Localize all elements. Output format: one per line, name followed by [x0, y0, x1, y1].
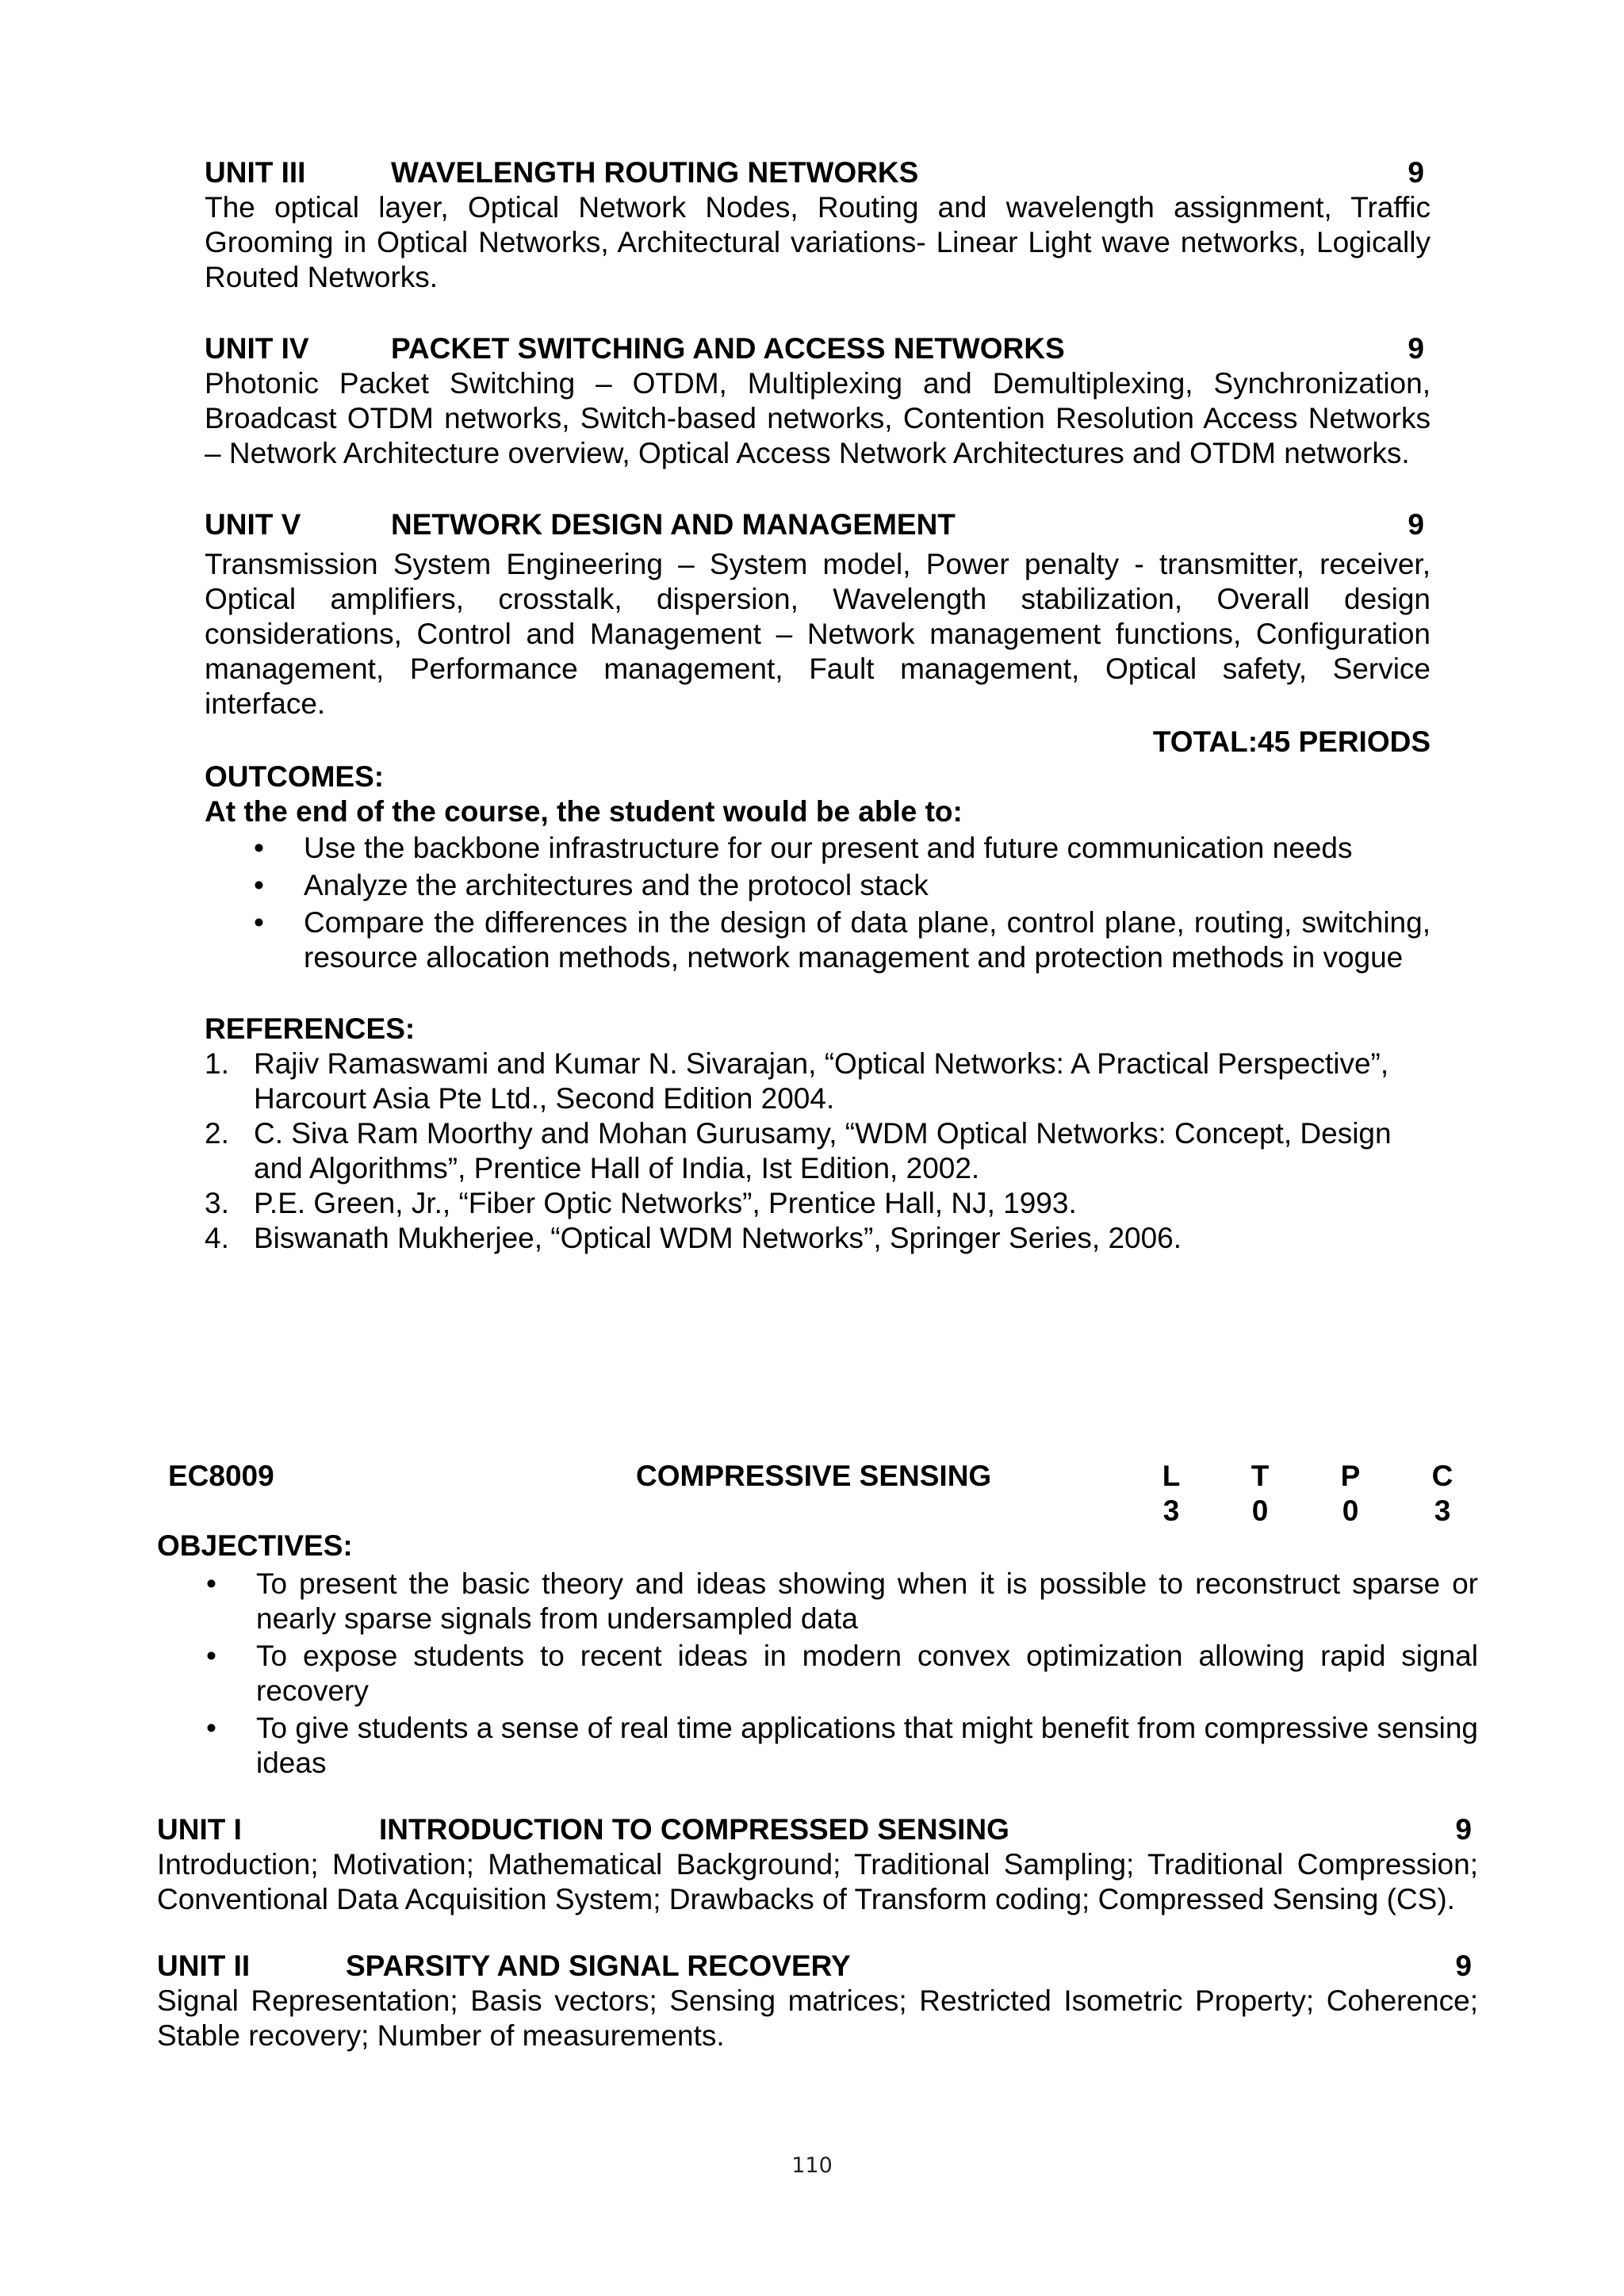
unit-2-block: [157, 1949, 1478, 2053]
reference-text: Rajiv Ramaswami and Kumar N. Sivarajan, “Optical Networks: A Practical Perspective”, Harcourt Asia Pte Ltd., Second Edition 2004.: [254, 1047, 1389, 1115]
unit-hours: 9: [1455, 1813, 1472, 1846]
bullet-icon: •: [206, 1567, 216, 1600]
bullet-icon: •: [206, 1640, 216, 1672]
list-item: [157, 1567, 1478, 1636]
unit-3-block: [205, 155, 1431, 295]
total-periods: TOTAL:45 PERIODS: [1152, 725, 1431, 758]
objectives-list: [157, 1567, 1478, 1781]
references-list: [205, 1047, 1431, 1256]
unit-hours: 9: [1408, 508, 1424, 541]
unit-4-block: [205, 331, 1431, 471]
list-item: [157, 1639, 1478, 1709]
ltpc-header-l: L: [1162, 1460, 1181, 1492]
outcomes-intro: At the end of the course, the student would be able to:: [205, 795, 963, 828]
ltpc-value-l: 3: [1162, 1494, 1180, 1527]
unit-title: PACKET SWITCHING AND ACCESS NETWORKS: [391, 332, 1065, 365]
list-item-text: Use the backbone infrastructure for our present and future communication needs: [304, 832, 1353, 864]
unit-4-content: Photonic Packet Switching – OTDM, Multiplexing and Demultiplexing, Synchronization, Broadcast OTDM networks, Switch-based networks, Contention Resolution Access Networks – Network Architecture overview, Optical Access Network Architectures and OTDM networks.: [205, 367, 1431, 469]
unit-5-content: Transmission System Engineering – System model, Power penalty - transmitter, receiver, Optical amplifiers, crosstalk, dispersion, Wavelength stabilization, Overall design considerations, Control and Management – Network management functions, Configuration management, Performance management, Fault management, Optical safety, Service interface.: [205, 548, 1431, 720]
unit-1-heading: [157, 1812, 1478, 1847]
references-heading: REFERENCES:: [205, 1012, 416, 1045]
unit-number: UNIT III: [205, 156, 306, 189]
unit-number: UNIT I: [157, 1813, 242, 1846]
ltpc-header-p: P: [1340, 1460, 1361, 1492]
list-item-text: To give students a sense of real time applications that might benefit from compressive sensing ideas: [256, 1712, 1478, 1779]
ltpc-header-c: C: [1431, 1460, 1454, 1492]
outcomes-heading: OUTCOMES:: [205, 760, 385, 793]
unit-number: UNIT II: [157, 1950, 251, 1982]
list-item: [205, 905, 1431, 975]
objectives-heading: OBJECTIVES:: [157, 1529, 353, 1562]
unit-title: INTRODUCTION TO COMPRESSED SENSING: [379, 1813, 1009, 1846]
list-item-text: Analyze the architectures and the protocol stack: [304, 869, 929, 901]
unit-2-heading: [157, 1949, 1478, 1984]
ltpc-value-c: 3: [1434, 1494, 1451, 1527]
page-number: 110: [791, 2153, 833, 2178]
course-title: COMPRESSIVE SENSING: [636, 1460, 992, 1492]
list-item-text: Compare the differences in the design of data plane, control plane, routing, switching, resource allocation methods, network management and protection methods in vogue: [304, 906, 1431, 974]
syllabus-section-compressive-sensing: [157, 1459, 1478, 2053]
unit-3-heading: [205, 155, 1431, 190]
reference-item: [205, 1221, 1431, 1256]
unit-5-block: [205, 507, 1431, 721]
unit-number: UNIT V: [205, 508, 301, 541]
reference-number: 3.: [205, 1187, 229, 1219]
reference-item: [205, 1047, 1431, 1116]
bullet-icon: •: [254, 832, 264, 864]
list-item: [205, 831, 1431, 866]
unit-1-content: Introduction; Motivation; Mathematical Background; Traditional Sampling; Traditional Compression; Conventional Data Acquisition System; Drawbacks of Transform coding; Compressed Sensing (CS).: [157, 1848, 1478, 1915]
outcomes-list: [205, 831, 1431, 975]
course-code: EC8009: [168, 1460, 274, 1492]
list-item-text: To expose students to recent ideas in modern convex optimization allowing rapid signal recovery: [256, 1640, 1478, 1707]
unit-1-block: [157, 1812, 1478, 1917]
bullet-icon: •: [254, 906, 264, 939]
unit-hours: 9: [1408, 156, 1424, 189]
reference-text: P.E. Green, Jr., “Fiber Optic Networks”, Prentice Hall, NJ, 1993.: [254, 1187, 1077, 1219]
reference-number: 2.: [205, 1117, 229, 1150]
reference-text: Biswanath Mukherjee, “Optical WDM Networks”, Springer Series, 2006.: [254, 1222, 1182, 1254]
unit-hours: 9: [1455, 1950, 1472, 1982]
unit-title: NETWORK DESIGN AND MANAGEMENT: [391, 508, 956, 541]
unit-title: SPARSITY AND SIGNAL RECOVERY: [346, 1950, 851, 1982]
list-item-text: To present the basic theory and ideas showing when it is possible to reconstruct sparse or nearly sparse signals from undersampled data: [256, 1567, 1478, 1635]
list-item: [205, 868, 1431, 903]
reference-item: [205, 1116, 1431, 1186]
bullet-icon: •: [254, 869, 264, 901]
unit-number: UNIT IV: [205, 332, 309, 365]
unit-3-content: The optical layer, Optical Network Nodes, Routing and wavelength assignment, Traffic Grooming in Optical Networks, Architectural variations- Linear Light wave networks, Logically Routed Networks.: [205, 191, 1431, 293]
reference-text: C. Siva Ram Moorthy and Mohan Gurusamy, “WDM Optical Networks: Concept, Design and Algorithms”, Prentice Hall of India, Ist Edition, 2002.: [254, 1117, 1392, 1184]
bullet-icon: •: [206, 1712, 216, 1744]
course-header: [157, 1459, 1478, 1529]
ltpc-header-t: T: [1251, 1460, 1270, 1492]
unit-hours: 9: [1408, 332, 1424, 365]
unit-2-content: Signal Representation; Basis vectors; Sensing matrices; Restricted Isometric Property; Coherence; Stable recovery; Number of measurements.: [157, 1984, 1478, 2052]
ltpc-value-p: 0: [1342, 1494, 1359, 1527]
reference-number: 4.: [205, 1222, 229, 1254]
syllabus-section-optical-networks: [205, 155, 1431, 1256]
unit-5-heading: [205, 507, 1431, 542]
list-item: [157, 1711, 1478, 1781]
unit-4-heading: [205, 331, 1431, 366]
unit-title: WAVELENGTH ROUTING NETWORKS: [391, 156, 919, 189]
reference-number: 1.: [205, 1047, 229, 1080]
ltpc-value-t: 0: [1251, 1494, 1269, 1527]
reference-item: [205, 1186, 1431, 1221]
